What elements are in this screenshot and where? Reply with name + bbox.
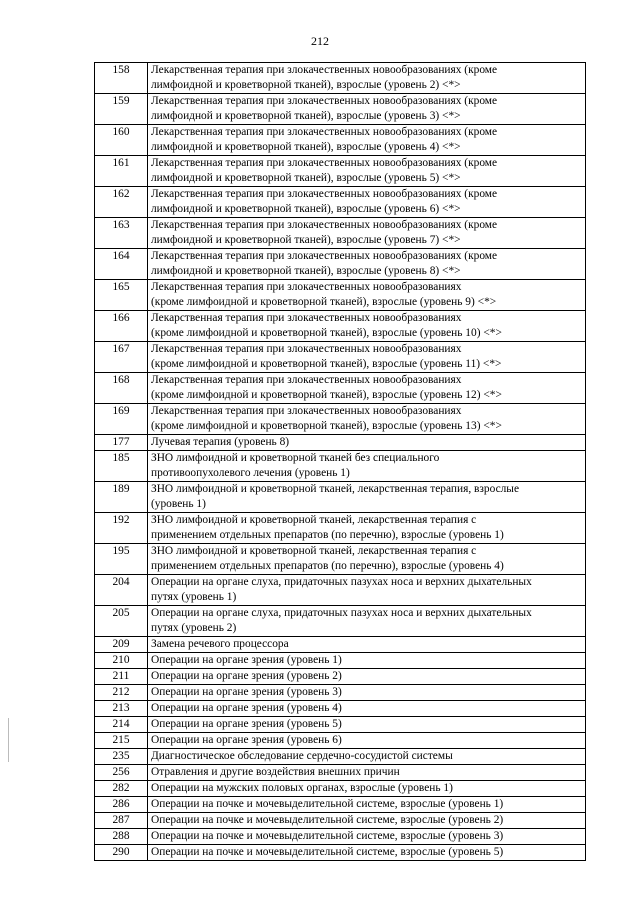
scan-margin-mark <box>8 718 9 762</box>
row-description: Операции на почке и мочевыделительной системе, взрослые (уровень 3) <box>148 829 586 845</box>
table-row <box>95 404 586 435</box>
table-row <box>95 373 586 404</box>
row-description: ЗНО лимфоидной и кроветворной тканей, лекарственная терапия с применением отдельных препаратов (по перечню), взрослые (уровень 4) <box>148 544 586 575</box>
table-row <box>95 575 586 606</box>
table-row <box>95 749 586 765</box>
table-row <box>95 637 586 653</box>
row-description: Лекарственная терапия при злокачественных новообразованиях (кроме лимфоидной и кроветворной тканей), взрослые (уровень 6) <*> <box>148 187 586 218</box>
table-row <box>95 249 586 280</box>
row-code: 209 <box>95 637 148 653</box>
table-row <box>95 829 586 845</box>
table-row <box>95 218 586 249</box>
table-row <box>95 342 586 373</box>
row-description: Лекарственная терапия при злокачественных новообразованиях (кроме лимфоидной и кроветворной тканей), взрослые (уровень 5) <*> <box>148 156 586 187</box>
row-description: Лекарственная терапия при злокачественных новообразованиях (кроме лимфоидной и кроветворной тканей), взрослые (уровень 12) <*> <box>148 373 586 404</box>
row-code: 286 <box>95 797 148 813</box>
row-description: Операции на органе зрения (уровень 4) <box>148 701 586 717</box>
row-description: Операции на органе слуха, придаточных пазухах носа и верхних дыхательных путях (уровень 1) <box>148 575 586 606</box>
table-row <box>95 765 586 781</box>
row-description: Операции на органе зрения (уровень 6) <box>148 733 586 749</box>
table-row <box>95 63 586 94</box>
row-code: 162 <box>95 187 148 218</box>
row-description: Операции на почке и мочевыделительной системе, взрослые (уровень 5) <box>148 845 586 861</box>
row-code: 161 <box>95 156 148 187</box>
row-description: Операции на органе зрения (уровень 5) <box>148 717 586 733</box>
row-code: 235 <box>95 749 148 765</box>
row-code: 167 <box>95 342 148 373</box>
row-description: Диагностическое обследование сердечно-сосудистой системы <box>148 749 586 765</box>
table-row <box>95 451 586 482</box>
table-row <box>95 797 586 813</box>
row-code: 213 <box>95 701 148 717</box>
table-row <box>95 187 586 218</box>
row-code: 163 <box>95 218 148 249</box>
table-row <box>95 482 586 513</box>
row-description: Лекарственная терапия при злокачественных новообразованиях (кроме лимфоидной и кроветворной тканей), взрослые (уровень 7) <*> <box>148 218 586 249</box>
row-description: Лекарственная терапия при злокачественных новообразованиях (кроме лимфоидной и кроветворной тканей), взрослые (уровень 3) <*> <box>148 94 586 125</box>
row-description: Операции на органе зрения (уровень 3) <box>148 685 586 701</box>
table-row <box>95 717 586 733</box>
row-code: 164 <box>95 249 148 280</box>
table-row <box>95 606 586 637</box>
table-body <box>95 63 586 861</box>
table-row <box>95 156 586 187</box>
row-description: Лучевая терапия (уровень 8) <box>148 435 586 451</box>
table-row <box>95 125 586 156</box>
row-description: Лекарственная терапия при злокачественных новообразованиях (кроме лимфоидной и кроветворной тканей), взрослые (уровень 13) <*> <box>148 404 586 435</box>
row-code: 282 <box>95 781 148 797</box>
row-code: 212 <box>95 685 148 701</box>
table-row <box>95 435 586 451</box>
row-code: 177 <box>95 435 148 451</box>
row-code: 287 <box>95 813 148 829</box>
row-code: 166 <box>95 311 148 342</box>
table-row <box>95 513 586 544</box>
row-description: Операции на органе зрения (уровень 1) <box>148 653 586 669</box>
row-code: 165 <box>95 280 148 311</box>
row-code: 210 <box>95 653 148 669</box>
table-row <box>95 653 586 669</box>
table-row <box>95 685 586 701</box>
row-code: 290 <box>95 845 148 861</box>
row-description: Операции на мужских половых органах, взрослые (уровень 1) <box>148 781 586 797</box>
row-code: 159 <box>95 94 148 125</box>
row-description: Лекарственная терапия при злокачественных новообразованиях (кроме лимфоидной и кроветворной тканей), взрослые (уровень 10) <*> <box>148 311 586 342</box>
table-row <box>95 701 586 717</box>
row-code: 205 <box>95 606 148 637</box>
row-description: Операции на органе зрения (уровень 2) <box>148 669 586 685</box>
row-code: 192 <box>95 513 148 544</box>
row-description: Операции на почке и мочевыделительной системе, взрослые (уровень 1) <box>148 797 586 813</box>
table-row <box>95 669 586 685</box>
ksg-table <box>94 62 586 861</box>
row-description: ЗНО лимфоидной и кроветворной тканей, лекарственная терапия с применением отдельных препаратов (по перечню), взрослые (уровень 1) <box>148 513 586 544</box>
row-description: Отравления и другие воздействия внешних причин <box>148 765 586 781</box>
row-description: Лекарственная терапия при злокачественных новообразованиях (кроме лимфоидной и кроветворной тканей), взрослые (уровень 4) <*> <box>148 125 586 156</box>
table-row <box>95 845 586 861</box>
row-code: 195 <box>95 544 148 575</box>
table-row <box>95 781 586 797</box>
row-description: Операции на почке и мочевыделительной системе, взрослые (уровень 2) <box>148 813 586 829</box>
row-code: 160 <box>95 125 148 156</box>
table-row <box>95 813 586 829</box>
row-description: Лекарственная терапия при злокачественных новообразованиях (кроме лимфоидной и кроветворной тканей), взрослые (уровень 9) <*> <box>148 280 586 311</box>
row-description: ЗНО лимфоидной и кроветворной тканей без специального противоопухолевого лечения (уровень 1) <box>148 451 586 482</box>
row-code: 214 <box>95 717 148 733</box>
row-description: Лекарственная терапия при злокачественных новообразованиях (кроме лимфоидной и кроветворной тканей), взрослые (уровень 2) <*> <box>148 63 586 94</box>
row-code: 211 <box>95 669 148 685</box>
row-description: ЗНО лимфоидной и кроветворной тканей, лекарственная терапия, взрослые (уровень 1) <box>148 482 586 513</box>
row-code: 158 <box>95 63 148 94</box>
row-code: 189 <box>95 482 148 513</box>
row-code: 204 <box>95 575 148 606</box>
row-description: Операции на органе слуха, придаточных пазухах носа и верхних дыхательных путях (уровень 2) <box>148 606 586 637</box>
row-code: 215 <box>95 733 148 749</box>
row-description: Замена речевого процессора <box>148 637 586 653</box>
row-description: Лекарственная терапия при злокачественных новообразованиях (кроме лимфоидной и кроветворной тканей), взрослые (уровень 8) <*> <box>148 249 586 280</box>
row-description: Лекарственная терапия при злокачественных новообразованиях (кроме лимфоидной и кроветворной тканей), взрослые (уровень 11) <*> <box>148 342 586 373</box>
table-row <box>95 280 586 311</box>
row-code: 168 <box>95 373 148 404</box>
row-code: 256 <box>95 765 148 781</box>
row-code: 169 <box>95 404 148 435</box>
page-number: 212 <box>311 34 329 48</box>
table-row <box>95 94 586 125</box>
table-row <box>95 544 586 575</box>
row-code: 288 <box>95 829 148 845</box>
table-row <box>95 311 586 342</box>
row-code: 185 <box>95 451 148 482</box>
table-row <box>95 733 586 749</box>
